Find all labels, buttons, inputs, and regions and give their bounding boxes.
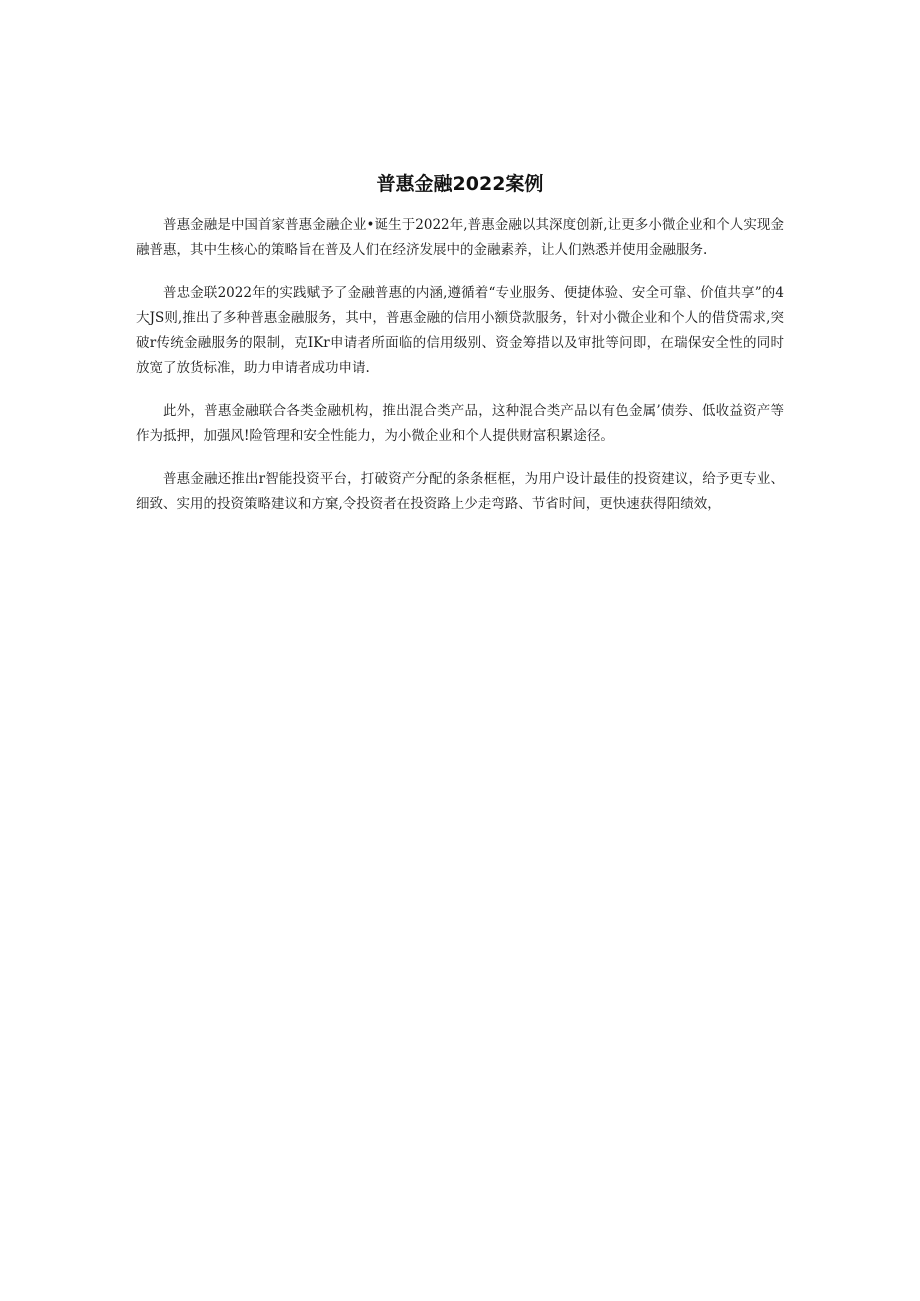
paragraph-investment-platform: 普惠金融还推出r智能投资平台，打破资产分配的条条框框，为用户设计最佳的投资建议，给予更专业、细致、实用的投资策略建议和方窠,令投资者在投资路上少走弯路、节省时间，更快速获得阳绩效， — [136, 471, 784, 512]
paragraph-hybrid-products: 此外，普惠金融联合各类金融机构，推出混合类产品，这种混合类产品以有色金属’债券、低收益资产等作为抵押，加强风!险管理和安全性能力，为小微企业和个人提供财富积累途径。 — [136, 403, 784, 444]
document-body — [136, 213, 784, 535]
paragraph-intro: 普惠金融是中国首家普惠金融企业•诞生于2022年,普惠金融以其深度创新,让更多小微企业和个人实现金融普惠，其中生核心的策略旨在普及人们在经济发展中的金融素养，让人们熟悉并使用金融服务. — [136, 217, 784, 258]
document-title: 普惠金融2022案例 — [376, 173, 544, 195]
paragraph-practice: 普忠金联2022年的实践赋予了金融普惠的内涵,遵循着“专业服务、便捷体验、安全可靠、价值共享”的4大JS则,推出了多种普惠金融服务，其中，普惠金融的信用小额贷款服务，针对小微企业和个人的借贷需求,突破r传统金融服务的限制，克IKr申请者所面临的信用级别、资金筹措以及审批等问即，在瑞保安全性的同时放宽了放货标准，助力申请者成功申请. — [136, 285, 784, 376]
